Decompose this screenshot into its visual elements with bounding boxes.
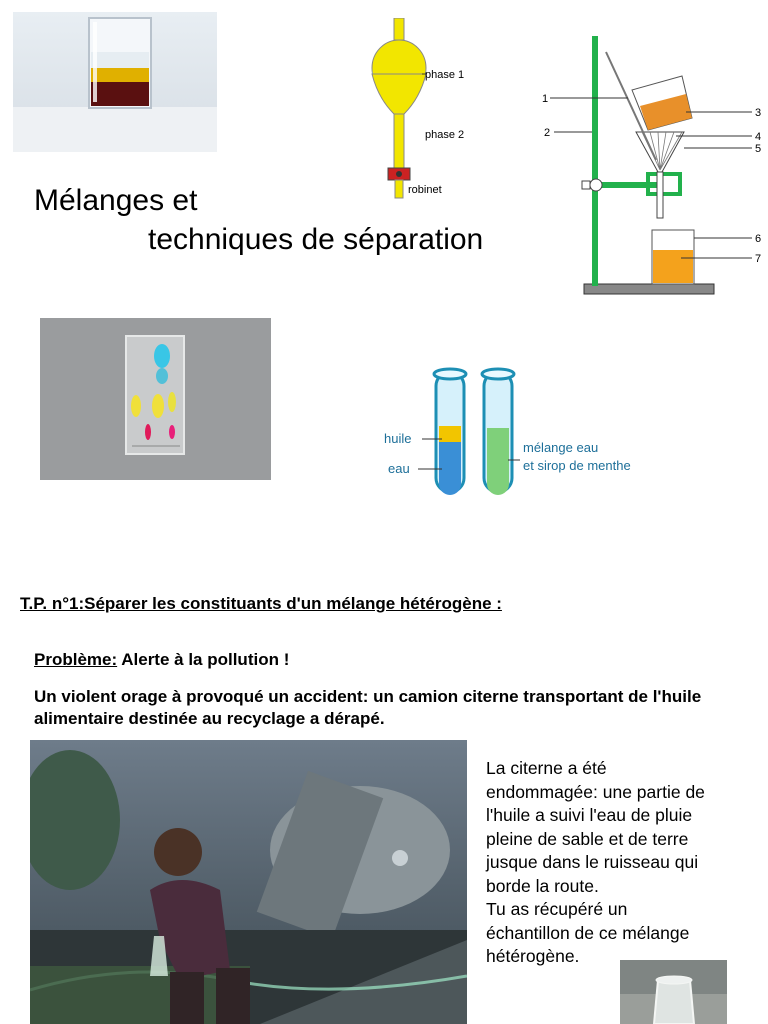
sample-beaker-photo bbox=[620, 960, 727, 1024]
filtration-label-3: 3 bbox=[755, 107, 762, 119]
funnel-label-tap: robinet bbox=[408, 184, 442, 196]
stand-rod bbox=[592, 36, 598, 286]
chromatography-photo bbox=[40, 318, 271, 480]
tube-label-oil: huile bbox=[384, 431, 412, 446]
funnel-label-phase1: phase 1 bbox=[425, 69, 465, 81]
clamp-arm bbox=[598, 182, 662, 188]
separating-funnel-diagram bbox=[368, 18, 478, 203]
filtration-label-4: 4 bbox=[755, 131, 762, 143]
side-line: échantillon de ce mélange bbox=[486, 922, 690, 943]
stand-base bbox=[584, 284, 714, 294]
side-line: Tu as récupéré un bbox=[486, 899, 628, 919]
side-line: hétérogène. bbox=[486, 946, 580, 966]
side-paragraph bbox=[486, 757, 766, 969]
accident-illustration bbox=[30, 740, 467, 1024]
filtration-label-7: 7 bbox=[755, 253, 762, 265]
side-line: pleine de sable et de terre bbox=[486, 828, 689, 849]
problem-line bbox=[34, 648, 289, 672]
tube-label-water: eau bbox=[388, 461, 410, 476]
filtration-label-1: 1 bbox=[542, 93, 549, 105]
funnel-stem bbox=[394, 114, 404, 168]
page-title-line2: techniques de séparation bbox=[148, 223, 484, 256]
filtration-label-5: 5 bbox=[755, 143, 762, 155]
page-title-line1: Mélanges et bbox=[34, 184, 198, 217]
tp-heading bbox=[20, 592, 502, 616]
funnel-label-phase2: phase 2 bbox=[425, 129, 465, 141]
problem-label: Problème: bbox=[34, 650, 118, 669]
side-line: jusque dans le ruisseau qui bbox=[486, 852, 699, 872]
story-paragraph: Un violent orage à provoqué un accident: un camion citerne transportant de l'huile alimentaire destinée au recyclage a dérapé. bbox=[34, 687, 702, 728]
side-line: endommagée: une partie de bbox=[486, 781, 705, 802]
filtration-label-6: 6 bbox=[755, 233, 762, 245]
beaker-photo bbox=[13, 12, 217, 152]
problem-text: Alerte à la pollution ! bbox=[117, 650, 290, 669]
tube-label-mix-2: et sirop de menthe bbox=[523, 458, 631, 473]
funnel-neck bbox=[394, 18, 404, 40]
side-line: La citerne a été bbox=[486, 758, 607, 778]
tube-label-mix-1: mélange eau bbox=[523, 440, 599, 455]
filtration-label-2: 2 bbox=[544, 127, 551, 139]
test-tubes-diagram bbox=[380, 366, 670, 504]
tp-heading-text: T.P. n°1:Séparer les constituants d'un mélange hétérogène : bbox=[20, 594, 502, 613]
filtration-diagram bbox=[536, 32, 768, 302]
side-line: borde la route. bbox=[486, 875, 599, 896]
side-line: l'huile a suivi l'eau de pluie bbox=[486, 805, 693, 825]
